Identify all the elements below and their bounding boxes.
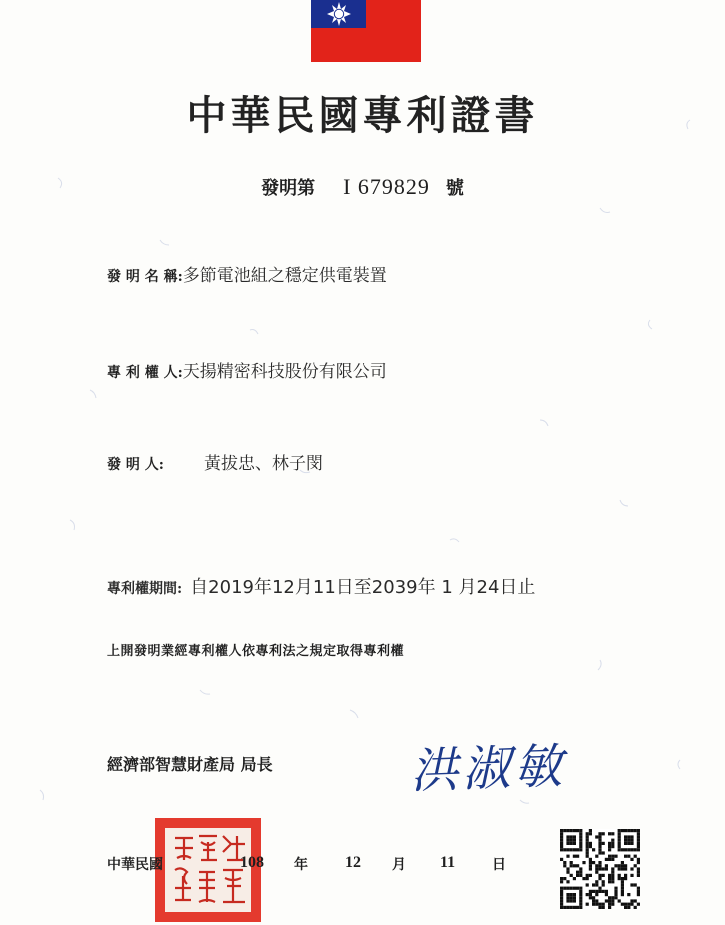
patent-term-label: 專利權期間: xyxy=(107,581,183,597)
date-year-unit: 年 xyxy=(294,857,308,873)
field-patentee xyxy=(107,357,387,382)
date-year: 108 xyxy=(240,854,264,871)
seal-script-glyphs xyxy=(165,828,251,912)
date-day: 11 xyxy=(440,854,456,871)
field-label: 發 明 名 稱: xyxy=(107,269,183,285)
field-invention-title xyxy=(107,261,387,286)
qr-code-pattern xyxy=(560,829,640,909)
flag-icon xyxy=(311,0,421,62)
patent-number: I 679829 xyxy=(343,174,430,199)
date-era: 中華民國 xyxy=(107,857,163,873)
field-value: 多節電池組之穩定供電裝置 xyxy=(182,266,387,286)
patent-number-suffix: 號 xyxy=(445,178,464,199)
field-value: 黃拔忠、林子閔 xyxy=(204,454,323,474)
date-month: 12 xyxy=(345,854,361,871)
white-sun-icon xyxy=(325,0,353,28)
field-inventor xyxy=(107,449,323,474)
patent-term-value: 自2019年12月11日至2039年 1 月24日止 xyxy=(190,577,536,598)
patent-number-line xyxy=(0,174,725,200)
seal-inner xyxy=(165,828,251,912)
date-day-unit: 日 xyxy=(492,857,506,873)
patent-term xyxy=(107,573,535,599)
date-month-unit: 月 xyxy=(392,857,406,873)
grant-statement: 上開發明業經專利權人依專利法之規定取得專利權 xyxy=(107,644,405,659)
field-label: 專 利 權 人: xyxy=(107,365,183,381)
field-value: 天揚精密科技股份有限公司 xyxy=(182,362,387,382)
director-signature: 洪淑敏 xyxy=(409,738,568,800)
certificate-title: 中華民國專利證書 xyxy=(186,92,539,139)
director-title: 經濟部智慧財產局 局長 xyxy=(107,755,273,774)
patent-number-prefix: 發明第 xyxy=(261,178,316,199)
field-label: 發 明 人: xyxy=(107,457,164,473)
qr-code xyxy=(560,829,640,909)
